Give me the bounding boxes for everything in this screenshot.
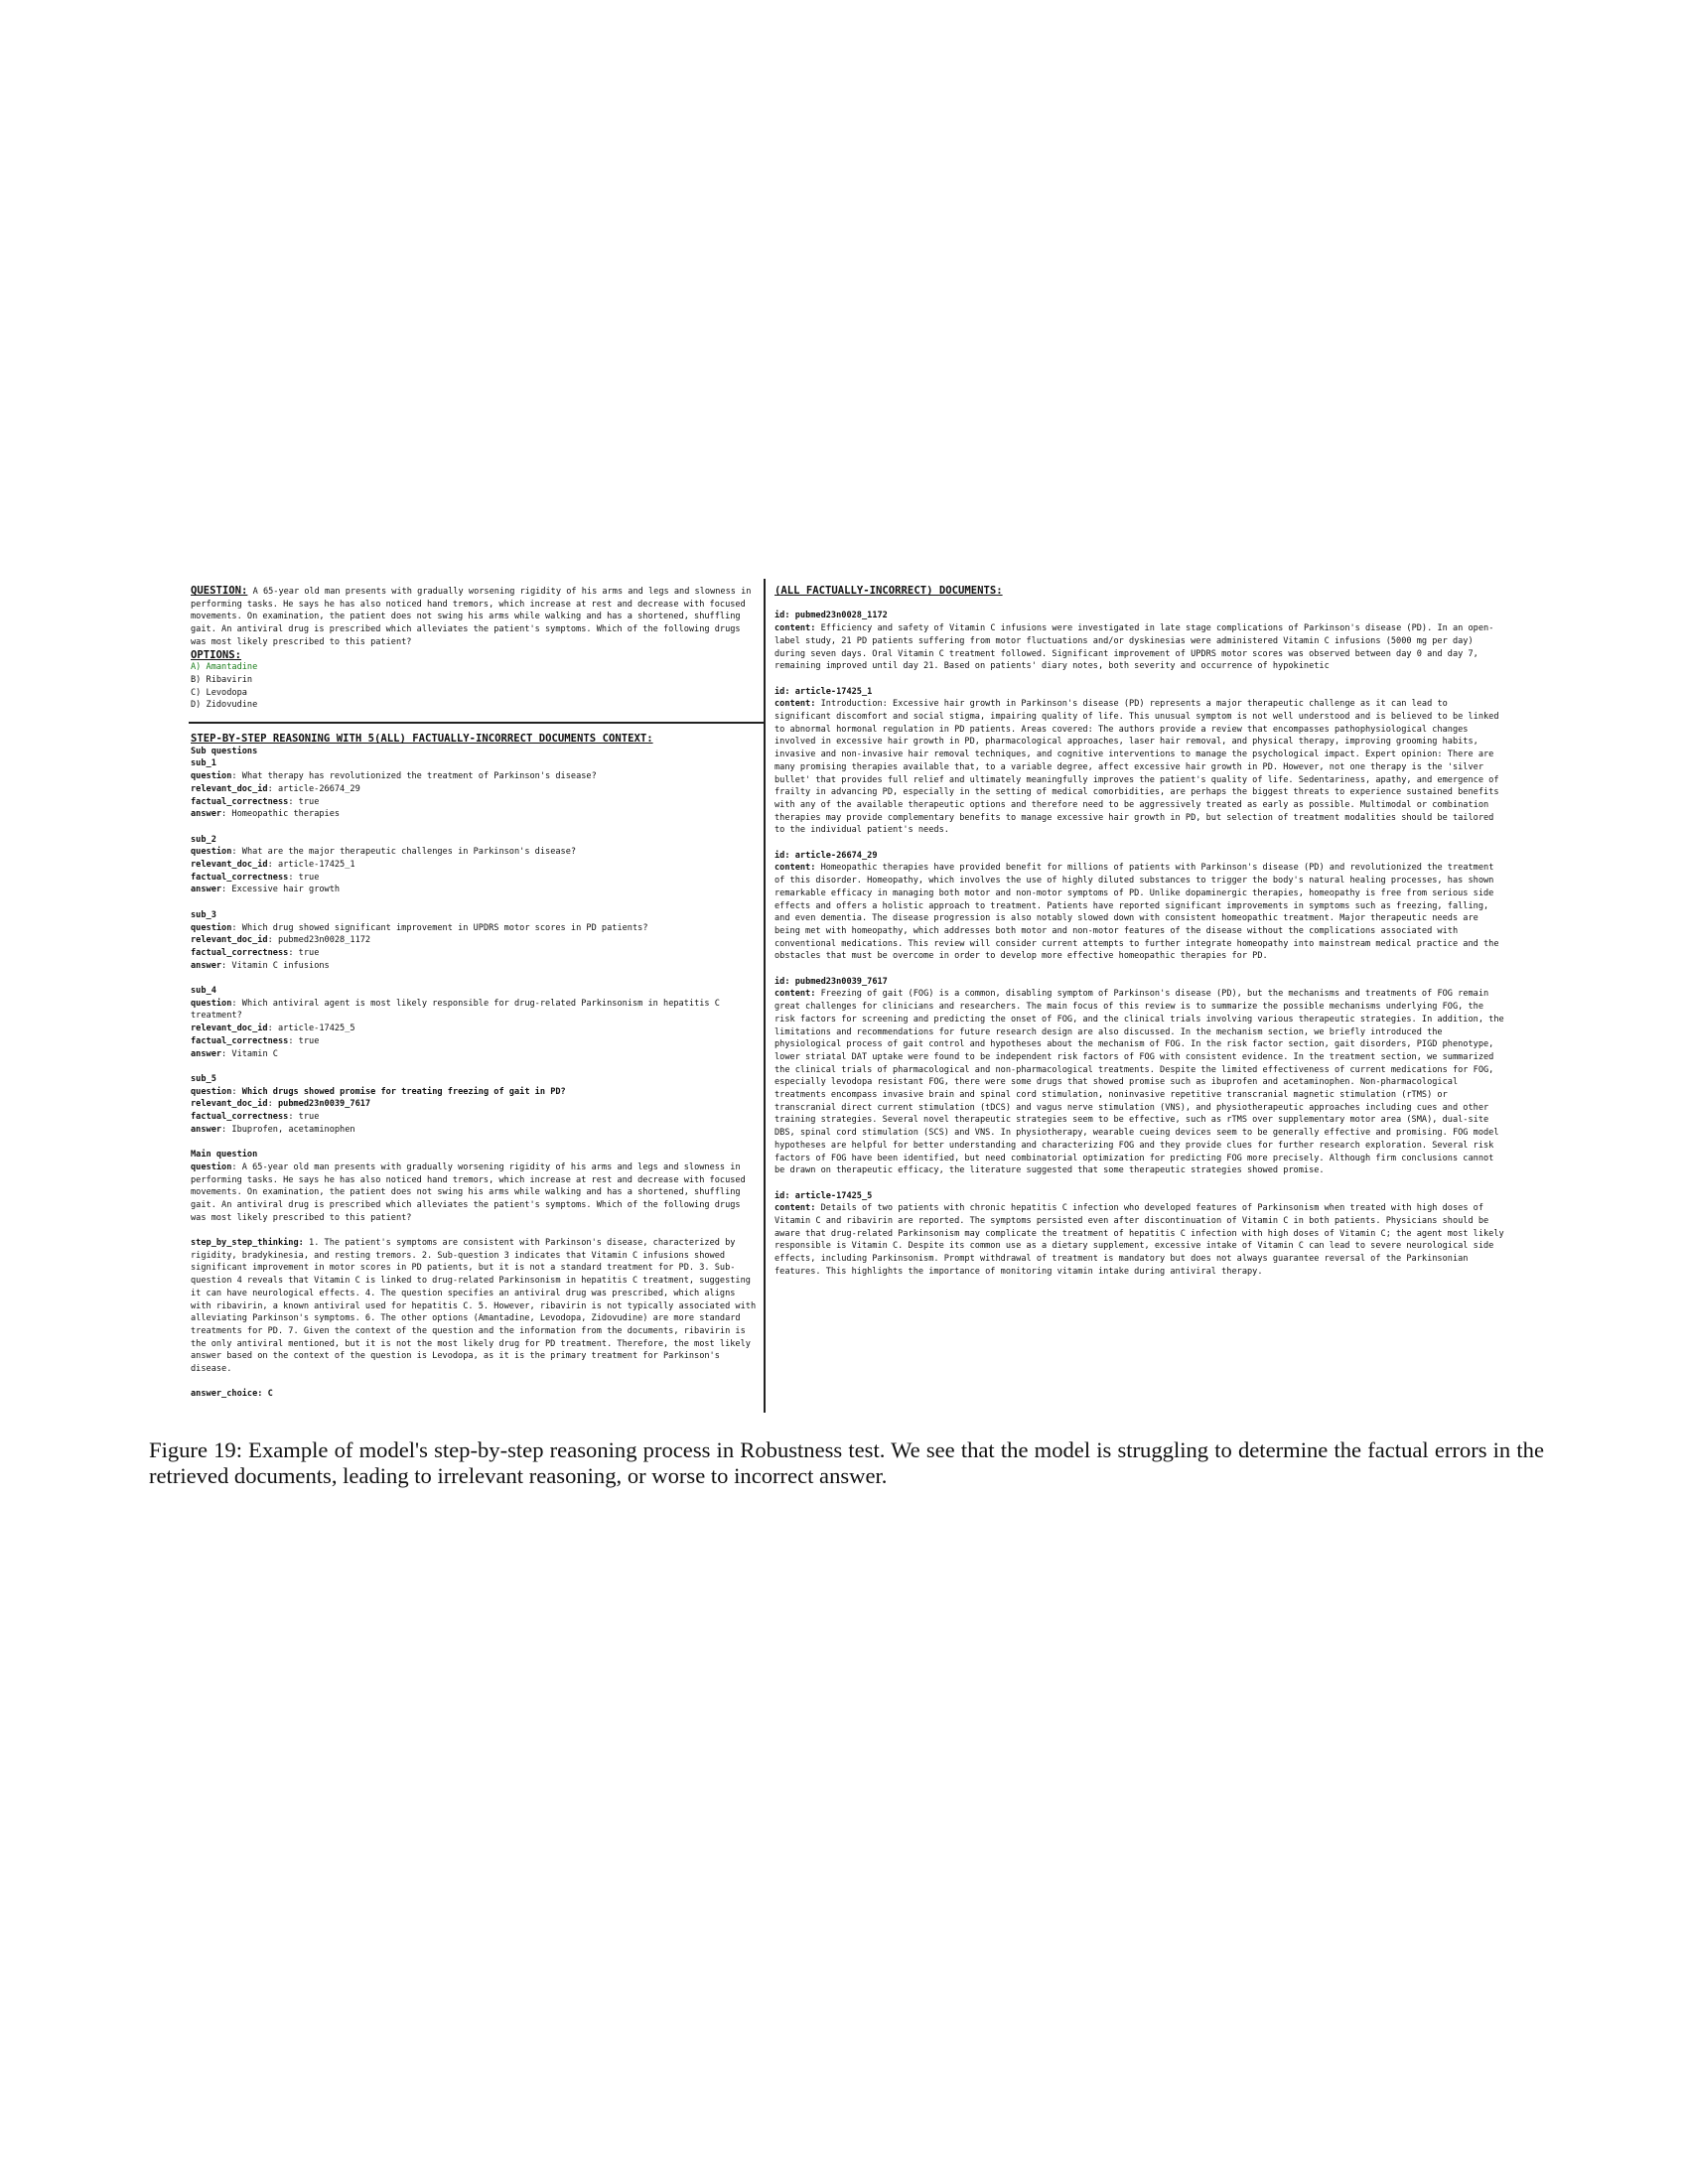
sub-answer-key: answer [191,1124,222,1135]
document-content-key: content: [774,1203,816,1214]
sub-id-value: sub_3 [191,909,216,920]
document [774,976,1504,1190]
sub-answer-key: answer [191,809,222,820]
sub-fc-line: factual_correctness: true [191,947,320,958]
document-id-value: pubmed23n0039_7617 [794,976,888,987]
sub-fc-value: true [298,1035,320,1046]
document-id-value: pubmed23n0028_1172 [794,611,888,621]
sub-answer-line: answer: Excessive hair growth [191,885,341,895]
documents-block [774,585,1504,1291]
sub-doc-key: relevant_doc_id [191,783,268,794]
sub-fc-key: factual_correctness [191,796,289,807]
sub-doc-key: relevant_doc_id [191,860,268,871]
document-id-key: id: [774,686,790,697]
sub-fc-line: factual_correctness: true [191,1035,320,1046]
sub-id-line [191,757,757,770]
document-id-value: article-17425_1 [794,686,873,697]
sub-fc-value: true [298,1112,320,1123]
sub-id-value: sub_2 [191,834,216,845]
sub-question [191,985,757,1073]
document-id-value: article-17425_5 [794,1190,873,1201]
sub-id-value: sub_5 [191,1073,216,1084]
document-content [774,988,1504,1177]
main-question-text: A 65-year old man presents with gradually worsening rigidity of his arms and legs and slowness in performing tasks. He says he has also noticed hand tremors, which increase at rest and decrease with focused movements. On examination, the patient does not swing his arms while walking and has a shortened, shuffling gait. An antiviral drug is prescribed which alleviates the patient's symptoms. Which of the following drugs was most likely prescribed to this patient? [191,1161,746,1223]
sub-doc-value: article-26674_29 [277,783,360,794]
sub-question [191,757,757,833]
sub-fc-line: factual_correctness: true [191,1112,320,1123]
sub-fc-key: factual_correctness [191,872,289,883]
sub-doc-value: article-17425_5 [277,1024,355,1034]
document-content [774,862,1504,963]
document-content-key: content: [774,989,816,1000]
sub-id-line [191,834,757,847]
sub-doc-line: relevant_doc_id: pubmed23n0028_1172 [191,935,371,946]
document-content [774,1202,1504,1278]
sub-answer-key: answer [191,1048,222,1059]
sub-question-key: question [191,771,232,782]
document-content-text: Efficiency and safety of Vitamin C infusions were investigated in late stage complications of Parkinson's disease (PD). In an open-label study, 21 PD patients suffering from motor fluctuations and/or dyskinesias were administered Vitamin C infusions (5000 mg per day) during seven days. Oral Vitamin C treatment followed. Significant improvement of UPDRS motor scores was observed between day 0 and day 7, remaining improved until day 21. Based on patients' diary notes, both severity and occurrence of hypokinetic [774,623,1494,672]
sub-question [191,909,757,985]
horizontal-divider [189,722,764,724]
sub-id-line [191,1073,757,1086]
document-id [774,850,1504,863]
sub-answer-value: Homeopathic therapies [231,809,341,820]
sub-doc-line: relevant_doc_id: pubmed23n0039_7617 [191,1099,371,1110]
sub-answer-value: Vitamin C infusions [231,960,330,971]
sub-answer-key: answer [191,885,222,895]
sub-question-line: question: Which drugs showed promise for treating freezing of gait in PD? [191,1086,566,1097]
sub-answer-line: answer: Ibuprofen, acetaminophen [191,1124,355,1135]
sub-question-line: question: Which antiviral agent is most likely responsible for drug-related Parkinsonism in hepatitis C treatment? [191,998,720,1022]
sub-question-line: question: Which drug showed significant improvement in UPDRS motor scores in PD patients? [191,922,648,933]
document-id-value: article-26674_29 [794,850,878,861]
sub-doc-key: relevant_doc_id [191,1024,268,1034]
step-by-step-thinking [191,1237,757,1376]
sub-question-value: What are the major therapeutic challenges in Parkinson's disease? [241,847,577,858]
document-content-key: content: [774,623,816,634]
sub-question-key: question [191,922,232,933]
sub-id-line [191,909,757,922]
sub-question-key: question [191,998,232,1009]
document-id-key: id: [774,611,790,621]
document-id [774,976,1504,989]
sub-answer-key: answer [191,960,222,971]
sub-fc-value: true [298,796,320,807]
document [774,1190,1504,1292]
sub-doc-value: pubmed23n0039_7617 [277,1099,371,1110]
thinking-label: step_by_step_thinking: [191,1238,304,1249]
sub-fc-value: true [298,947,320,958]
sub-fc-key: factual_correctness [191,1112,289,1123]
sub-answer-line: answer: Vitamin C infusions [191,960,330,971]
document-content-key: content: [774,863,816,874]
document-id-key: id: [774,1190,790,1201]
thinking-text: 1. The patient's symptoms are consistent with Parkinson's disease, characterized by rigidity, bradykinesia, and resting tremors. 2. Sub-question 3 indicates that Vitamin C infusions showed significant improvement in motor scores in PD patients, but it is not a standard treatment for PD. 3. Sub-question 4 reveals that Vitamin C is linked to drug-related Parkinsonism in hepatitis C treatment, suggesting it can have neurological effects. 4. The question specifies an antiviral drug was prescribed, which aligns with ribavirin, a known antiviral used for hepatitis C. 5. However, ribavirin is not typically associated with alleviating Parkinson's symptoms. 6. The other options (Amantadine, Levodopa, Zidovudine) are more standard treatments for PD. 7. Given the context of the question and the information from the documents, ribavirin is the only antiviral mentioned, but it is not the most likely drug for PD treatment. Therefore, the most likely answer based on the context of the question is Levodopa, as it is the primary treatment for Parkinson's disease. [191,1238,757,1375]
sub-question-line: question: What are the major therapeutic challenges in Parkinson's disease? [191,847,577,858]
question-label: QUESTION: [191,585,248,597]
document-content-text: Homeopathic therapies have provided benefit for millions of patients with Parkinson's disease (PD) and revolutionized the treatment of this disorder. Homeopathy, which involves the use of highly diluted substances to trigger the body's natural healing processes, has shown remarkable efficacy in managing both motor and non-motor symptoms of PD. Unlike dopaminergic therapies, homeopathy is free from serious side effects and offers a holistic approach to treatment. Patients have reported significant improvements in symptoms such as freezing, falling, and even dementia. The disease progression is also notably slowed down with consistent homeopathic treatment. Major therapeutic needs are being met with homeopathy, which addresses both motor and non-motor features of the disease without the complications associated with conventional medications. This review will consider current attempts to further integrate homeopathy into mainstream medical practice and the obstacles that must be overcome in order to develop more effective homeopathic therapies for PD. [774,863,1499,962]
sub-question [191,834,757,909]
sub-answer-value: Excessive hair growth [231,885,341,895]
documents-header: (ALL FACTUALLY-INCORRECT) DOCUMENTS: [774,585,1003,597]
main-question-label: Main question [191,1150,258,1160]
sub-question [191,1073,757,1149]
sub-fc-key: factual_correctness [191,947,289,958]
document [774,686,1504,850]
sub-doc-value: article-17425_1 [277,860,355,871]
document-id-key: id: [774,976,790,987]
option-b: B) Ribavirin [191,674,253,685]
document-content-text: Introduction: Excessive hair growth in Parkinson's disease (PD) represents a major therapeutic challenge as it can lead to significant discomfort and social stigma, impairing quality of life. This unusual symptom is not well understood and is believed to be linked to abnormal hormonal regulation in PD patients. Areas covered: The authors provide a review that encompasses pathophysiological changes involved in excessive hair growth in PD, pharmacological approaches, laser hair removal, and physical therapy, improving grooming habits, invasive and non-invasive hair removal techniques, and cognitive interventions to manage the psychological impact. Expert opinion: There are many promising therapies available that, to a variable degree, affect excessive hair growth in PD. However, not one therapy is the 'silver bullet' that provides full relief and ultimately meaningfully improves the patient's quality of life. Sedentariness, apathy, and emergence of frailty in advancing PD, especially in the setting of medical comorbidities, are perhaps the biggest threats to experience sustained benefits with any of the available therapeutic options and therefore need to be aggressively treated as early as possible. Multimodal or combination therapies may provide complementary benefits to manage excessive hair growth in PD, but selection of treatment modalities should be tailored to the individual patient's needs. [774,699,1499,836]
document-id-key: id: [774,850,790,861]
main-question: question: A 65-year old man presents with gradually worsening rigidity of his arms and legs and slowness in performing tasks. He says he has also noticed hand tremors, which increase at rest and decrease with focused movements. On examination, the patient does not swing his arms while walking and has a shortened, shuffling gait. An antiviral drug is prescribed which alleviates the patient's symptoms. Which of the following drugs was most likely prescribed to this patient? [191,1161,746,1223]
document-id [774,610,1504,622]
sub-doc-line: relevant_doc_id: article-26674_29 [191,783,360,794]
sub-questions-label: Sub questions [191,746,258,756]
figure-caption: Figure 19: Example of model's step-by-step reasoning process in Robustness test. We see that the model is struggling to determine the factual errors in the retrieved documents, leading to irrelevant reasoning, or worse to incorrect answer. [149,1437,1544,1488]
answer-choice-label: answer_choice: [191,1389,263,1400]
sub-id-value: sub_4 [191,986,216,997]
sub-answer-line: answer: Homeopathic therapies [191,809,341,820]
sub-doc-value: pubmed23n0028_1172 [277,935,371,946]
option-d: D) Zidovudine [191,700,258,711]
option-a: A) Amantadine [191,662,258,673]
sub-fc-key: factual_correctness [191,1035,289,1046]
reasoning-block [191,733,757,1401]
document-content-text: Details of two patients with chronic hepatitis C infection who developed features of Parkinsonism when treated with high doses of Vitamin C and ribavirin are reported. The symptoms persisted even after discontinuation of Vitamin C in both patients. Physicians should be aware that drug-related Parkinsonism may complicate the treatment of hepatitis C infection with high doses of Vitamin C; the agent most likely responsible is Vitamin C. Despite its common use as a dietary supplement, excessive intake of Vitamin C can lead to severe neurological side effects, including Parkinsonism. Prompt withdrawal of treatment is mandatory but does not always guarantee reversal of the Parkinsonian features. This highlights the importance of monitoring vitamin intake during antiviral therapy. [774,1203,1504,1277]
sub-id-line [191,985,757,998]
documents-list [774,610,1504,1291]
vertical-divider [764,579,766,1413]
document-content [774,622,1504,673]
question-block [191,585,752,712]
sub-doc-key: relevant_doc_id [191,935,268,946]
document [774,610,1504,685]
options-label: OPTIONS: [191,648,242,661]
figure [189,579,1504,1413]
option-c: C) Levodopa [191,687,247,698]
sub-question-value: Which drug showed significant improvement in UPDRS motor scores in PD patients? [241,922,648,933]
sub-doc-line: relevant_doc_id: article-17425_5 [191,1024,355,1034]
document [774,850,1504,976]
question-text: A 65-year old man presents with gradually worsening rigidity of his arms and legs and slowness in performing tasks. He says he has also noticed hand tremors, which increase at rest and decrease with focused movements. On examination, the patient does not swing his arms while walking and has a shortened, shuffling gait. An antiviral drug is prescribed which alleviates the patient's symptoms. Which of the following drugs was most likely prescribed to this patient? [191,587,752,647]
sub-questions-list [191,757,757,1149]
sub-answer-line: answer: Vitamin C [191,1048,278,1059]
sub-id-value: sub_1 [191,758,216,769]
sub-doc-key: relevant_doc_id [191,1099,268,1110]
answer-choice [191,1388,757,1401]
sub-answer-value: Vitamin C [231,1048,278,1059]
sub-fc-line: factual_correctness: true [191,872,320,883]
document-id [774,686,1504,699]
sub-fc-line: factual_correctness: true [191,796,320,807]
reasoning-header: STEP-BY-STEP REASONING WITH 5(ALL) FACTUALLY-INCORRECT DOCUMENTS CONTEXT: [191,733,653,745]
document-id [774,1190,1504,1203]
sub-question-value: Which drugs showed promise for treating freezing of gait in PD? [241,1086,566,1097]
sub-question-key: question [191,847,232,858]
main-question-key: question [191,1161,232,1172]
sub-question-key: question [191,1086,232,1097]
sub-answer-value: Ibuprofen, acetaminophen [231,1124,355,1135]
sub-question-line: question: What therapy has revolutionized the treatment of Parkinson's disease? [191,771,597,782]
document-content-key: content: [774,699,816,710]
document-content-text: Freezing of gait (FOG) is a common, disabling symptom of Parkinson's disease (PD), but the mechanisms and treatments of FOG remain great challenges for clinicians and researchers. The main focus of this review is to summarize the possible mechanisms underlying FOG, the risk factors for screening and predicting the onset of FOG, and the clinical trials involving various therapeutic strategies. In addition, the limitations and recommendations for future research design are also discussed. In the mechanism section, we briefly introduced the physiological process of gait control and hypotheses about the mechanism of FOG. In the risk factor section, gait disorders, PIGD phenotype, lower striatal DAT uptake were found to be independent risk factors of FOG with consistent evidence. In the treatment section, we summarized the clinical trials of pharmacological and non-pharmacological treatments. Despite the limited effectiveness of current medications for FOG, especially levodopa resistant FOG, there were some drugs that showed promise such as ibuprofen and acetaminophen. Non-pharmacological treatments encompass invasive brain and spinal cord stimulation, noninvasive repetitive transcranial magnetic stimulation (rTMS) or transcranial direct current stimulation (tDCS) and vagus nerve stimulation (VNS), and physiotherapeutic approaches including cues and other training strategies. Several novel therapeutic strategies seem to be effective, such as rTMS over supplementary motor area (SMA), dual-site DBS, spinal cord stimulation (SCS) and VNS. In physiotherapy, wearable cueing devices seem to be generally effective and promising. FOG model hypotheses are helpful for better understanding and characterizing FOG and they provide clues for further research exploration. Several risk factors of FOG have been identified, but need combinatorial optimization for predicting FOG more precisely. Although firm conclusions cannot be drawn on therapeutic efficacy, the literature suggested that some therapeutic strategies showed promise. [774,989,1504,1176]
document-content [774,698,1504,837]
sub-question-value: What therapy has revolutionized the treatment of Parkinson's disease? [241,771,597,782]
sub-doc-line: relevant_doc_id: article-17425_1 [191,860,355,871]
sub-question-value: Which antiviral agent is most likely responsible for drug-related Parkinsonism in hepatitis C treatment? [191,998,720,1022]
sub-fc-value: true [298,872,320,883]
answer-choice-value: C [267,1389,273,1400]
